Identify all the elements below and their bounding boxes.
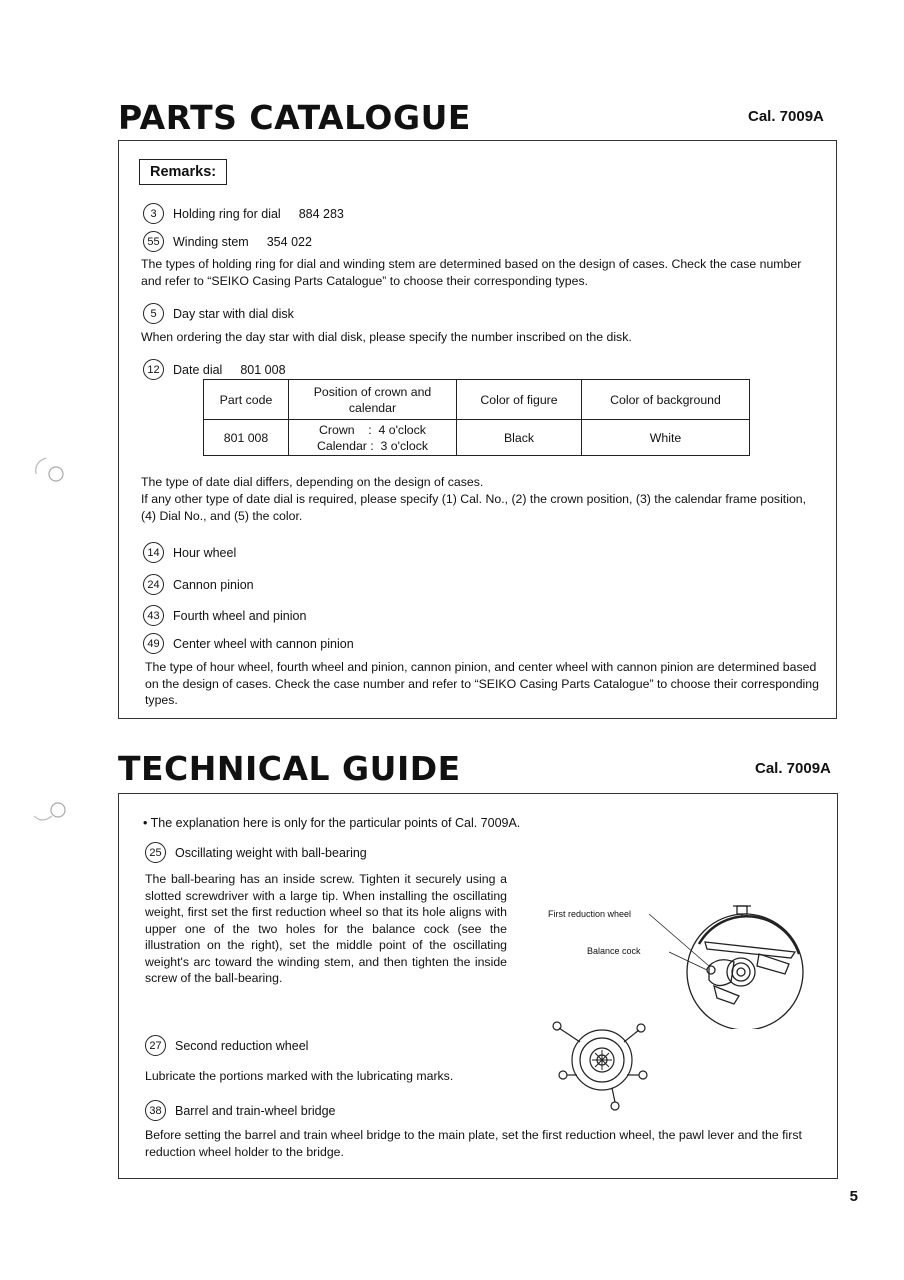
table-header: Part code — [204, 380, 289, 420]
part-number-circle: 38 — [145, 1100, 166, 1121]
tech-item-38 — [145, 1100, 336, 1121]
table-row — [204, 420, 750, 456]
part-code: 354 022 — [266, 234, 312, 249]
lubrication-note: Lubricate the portions marked with the lubricating marks. — [145, 1069, 454, 1083]
part-number-circle: 12 — [143, 359, 164, 380]
technical-guide-title: TECHNICAL GUIDE — [118, 749, 461, 788]
table-cell-background-color: White — [582, 420, 750, 456]
date-dial-order-note: If any other type of date dial is required, please specify (1) Cal. No., (2) the crown position, (3) the calendar frame position, (4) Dial No., and (5) the color. — [141, 492, 807, 523]
part-name: Holding ring for dial — [173, 206, 281, 221]
part-number-circle: 25 — [145, 842, 166, 863]
table-cell-position — [289, 420, 457, 456]
part-number-circle: 14 — [143, 542, 164, 563]
part-name: Winding stem — [173, 234, 249, 249]
part-code: 801 008 — [240, 362, 286, 377]
part-code: 884 283 — [298, 206, 344, 221]
table-header: Position of crown and calendar — [289, 380, 457, 420]
parts-catalogue-title: PARTS CATALOGUE — [118, 98, 471, 137]
part-name: Fourth wheel and pinion — [173, 608, 307, 623]
tech-cal-number: Cal. 7009A — [755, 760, 831, 777]
part-number-circle: 27 — [145, 1035, 166, 1056]
first-reduction-wheel-label: First reduction wheel — [548, 909, 632, 919]
table-header-row — [204, 380, 750, 420]
part-item-14 — [143, 542, 236, 563]
part-item-5 — [143, 303, 294, 324]
parts-cal-number: Cal. 7009A — [748, 108, 824, 125]
part-name: Barrel and train-wheel bridge — [175, 1103, 336, 1118]
part-name: Hour wheel — [173, 545, 237, 560]
table-cell-code: 801 008 — [204, 420, 289, 456]
part-number-circle: 55 — [143, 231, 164, 252]
intro-note: • The explanation here is only for the particular points of Cal. 7009A. — [143, 816, 521, 830]
date-dial-table — [203, 379, 750, 456]
part-item-49 — [143, 633, 354, 654]
wheels-note: The type of hour wheel, fourth wheel and pinion, cannon pinion, and center wheel with cannon pinion are determined based on the design of cases. Check the case number and refer to “SEIKO Casing Parts Catalogue” to choose their corresponding types. — [145, 660, 819, 707]
oscillating-weight-note: The ball-bearing has an inside screw. Tighten it securely using a slotted screwdriver with a large tip. When installing the oscillating weight, first set the first reduction wheel so that its hole aligns with upper one of the two holes for the balance cock (see the illustration on the right), set the middle point of the oscillating weight's arc toward the winding stem, and then tighten the inside screw of the ball-bearing. — [145, 872, 507, 985]
date-dial-note: The type of date dial differs, depending on the design of cases. — [141, 475, 484, 489]
part-name: Date dial — [173, 362, 223, 377]
binder-hole-mark — [26, 794, 70, 834]
part-name: Cannon pinion — [173, 577, 254, 592]
part-item-3 — [143, 203, 344, 224]
tech-item-25 — [145, 842, 367, 863]
part-number-circle: 24 — [143, 574, 164, 595]
part-name: Second reduction wheel — [175, 1038, 309, 1053]
table-cell-figure-color: Black — [457, 420, 582, 456]
part-item-55 — [143, 231, 312, 252]
part-name: Day star with dial disk — [173, 306, 294, 321]
crown-position: Crown : 4 o'clock — [319, 422, 426, 437]
second-reduction-wheel-illustration — [547, 1020, 657, 1115]
part-number-circle: 3 — [143, 203, 164, 224]
part-name: Center wheel with cannon pinion — [173, 636, 354, 651]
technical-guide-box — [118, 793, 838, 1179]
part-item-43 — [143, 605, 306, 626]
holding-ring-note: The types of holding ring for dial and winding stem are determined based on the design of cases. Check the case number and refer to “SEIKO Casing Parts Catalogue” to choose their corresponding types. — [141, 257, 802, 288]
barrel-bridge-note: Before setting the barrel and train wheel bridge to the main plate, set the first reduction wheel, the pawl lever and the first reduction wheel holder to the bridge. — [145, 1128, 802, 1159]
balance-cock-label: Balance cock — [587, 946, 641, 956]
day-star-note: When ordering the day star with dial disk, please specify the number inscribed on the disk. — [141, 330, 632, 344]
part-item-24 — [143, 574, 254, 595]
remarks-label: Remarks: — [139, 159, 227, 185]
part-number-circle: 43 — [143, 605, 164, 626]
part-number-circle: 5 — [143, 303, 164, 324]
page-number: 5 — [849, 1188, 858, 1205]
tech-item-27 — [145, 1035, 308, 1056]
part-name: Oscillating weight with ball-bearing — [175, 845, 367, 860]
parts-remarks-box — [118, 140, 837, 719]
part-item-12 — [143, 359, 286, 380]
movement-illustration — [639, 894, 819, 1029]
binder-hole-mark — [26, 450, 70, 494]
table-header: Color of background — [582, 380, 750, 420]
calendar-position: Calendar : 3 o'clock — [316, 438, 429, 453]
part-number-circle: 49 — [143, 633, 164, 654]
table-header: Color of figure — [457, 380, 582, 420]
